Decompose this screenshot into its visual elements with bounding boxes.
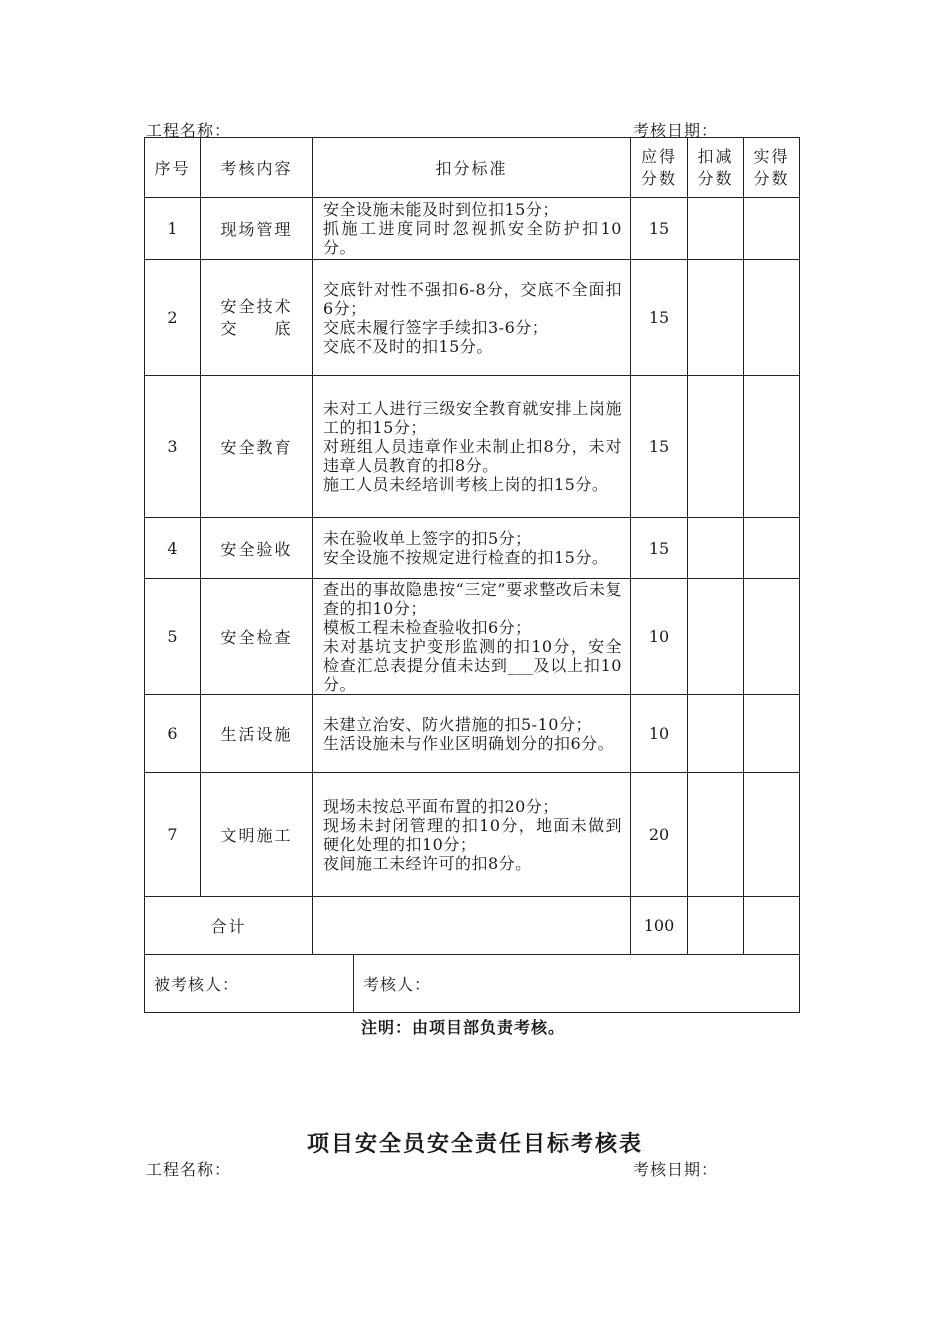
row-standard: 未在验收单上签字的扣5分； 安全设施不按规定进行检查的扣15分。: [313, 518, 631, 579]
header-no: 序号: [145, 138, 201, 198]
row-content: 安全教育: [201, 376, 313, 518]
row-deduct-score[interactable]: [688, 198, 744, 260]
assessment-table: [144, 137, 800, 1013]
row-due-score: 20: [631, 773, 688, 897]
row-no: 7: [145, 773, 201, 897]
header-row-2: [146, 1157, 719, 1179]
table-row: [145, 695, 800, 773]
project-name-label: 工程名称：: [146, 121, 232, 140]
row-no: 6: [145, 695, 201, 773]
row-deduct-score[interactable]: [688, 376, 744, 518]
row-due-score: 10: [631, 579, 688, 695]
table-note: 注明：由项目部负责考核。: [361, 1018, 566, 1037]
row-content: 生活设施: [201, 695, 313, 773]
row-standard: 交底针对性不强扣6-8分，交底不全面扣6分； 交底未履行签字手续扣3-6分； 交底不及时的扣15分。: [313, 260, 631, 376]
signature-row: [145, 955, 800, 1013]
row-actual-score[interactable]: [744, 579, 800, 695]
row-standard: 未建立治安、防火措施的扣5-10分； 生活设施未与作业区明确划分的扣6分。: [313, 695, 631, 773]
row-no: 5: [145, 579, 201, 695]
assessor-label: 考核人：: [363, 975, 432, 994]
row-deduct-score[interactable]: [688, 518, 744, 579]
row-deduct-score[interactable]: [688, 579, 744, 695]
row-no: 2: [145, 260, 201, 376]
row-no: 1: [145, 198, 201, 260]
row-actual-score[interactable]: [744, 773, 800, 897]
total-standard-cell: [313, 897, 631, 955]
row-actual-score[interactable]: [744, 376, 800, 518]
row-actual-score[interactable]: [744, 260, 800, 376]
row-standard: 现场未按总平面布置的扣20分； 现场未封闭管理的扣10分，地面未做到硬化处理的扣10分； 夜间施工未经许可的扣8分。: [313, 773, 631, 897]
document-title: 项目安全员安全责任目标考核表: [306, 1131, 643, 1157]
row-content: 文明施工: [201, 773, 313, 897]
header-actual-score: 实得 分数: [744, 138, 800, 198]
table-row: [145, 773, 800, 897]
row-due-score: 15: [631, 518, 688, 579]
header-due-score: 应得 分数: [631, 138, 688, 198]
assessment-date-label: 考核日期：: [633, 1160, 719, 1179]
row-deduct-score[interactable]: [688, 773, 744, 897]
row-standard: 未对工人进行三级安全教育就安排上岗施工的扣15分； 对班组人员违章作业未制止扣8分，未对违章人员教育的扣8分。 施工人员未经培训考核上岗的扣15分。: [313, 376, 631, 518]
row-no: 3: [145, 376, 201, 518]
row-standard: 查出的事故隐患按“三定”要求整改后未复查的扣10分； 模板工程未检查验收扣6分； 未对基坑支护变形监测的扣10分，安全检查汇总表提分值未达到___及以上扣10分。: [313, 579, 631, 695]
row-deduct-score[interactable]: [688, 695, 744, 773]
total-row: [145, 897, 800, 955]
assessee-field[interactable]: [145, 955, 354, 1012]
row-actual-score[interactable]: [744, 695, 800, 773]
header-deduct-score: 扣减 分数: [688, 138, 744, 198]
table-row: [145, 198, 800, 260]
total-deduct-score[interactable]: [688, 897, 744, 955]
row-due-score: 15: [631, 376, 688, 518]
table-row: [145, 518, 800, 579]
table-row: [145, 579, 800, 695]
row-content: 安全检查: [201, 579, 313, 695]
row-due-score: 15: [631, 260, 688, 376]
assessor-field[interactable]: [354, 955, 799, 1012]
row-due-score: 10: [631, 695, 688, 773]
header-content: 考核内容: [201, 138, 313, 198]
header-standard: 扣分标准: [313, 138, 631, 198]
total-actual-score[interactable]: [744, 897, 800, 955]
row-actual-score[interactable]: [744, 198, 800, 260]
row-no: 4: [145, 518, 201, 579]
row-actual-score[interactable]: [744, 518, 800, 579]
table-row: [145, 260, 800, 376]
row-content: 现场管理: [201, 198, 313, 260]
row-standard: 安全设施未能及时到位扣15分； 抓施工进度同时忽视抓安全防护扣10分。: [313, 198, 631, 260]
total-label: 合计: [145, 897, 313, 955]
assessment-date-label: 考核日期：: [633, 121, 719, 140]
row-content: 安全验收: [201, 518, 313, 579]
table-row: [145, 376, 800, 518]
row-deduct-score[interactable]: [688, 260, 744, 376]
row-content: 安全技术 交 底: [201, 260, 313, 376]
assessee-label: 被考核人：: [154, 975, 240, 994]
total-score: 100: [631, 897, 688, 955]
table-header-row: [145, 138, 800, 198]
row-due-score: 15: [631, 198, 688, 260]
project-name-label: 工程名称：: [146, 1160, 232, 1179]
